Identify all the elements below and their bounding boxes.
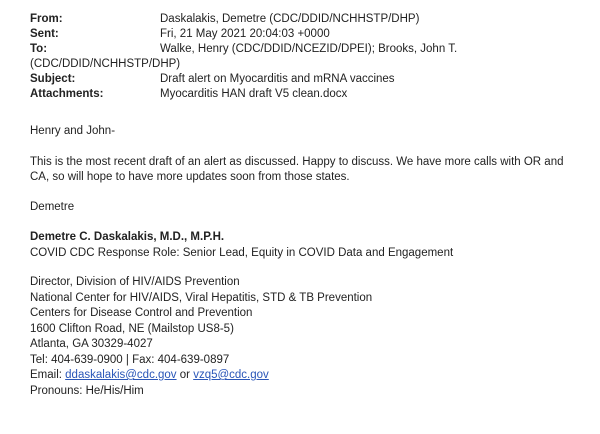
from-value: Daskalakis, Demetre (CDC/DDID/NCHHSTP/DHP)	[160, 13, 420, 25]
sent-label: Sent:	[30, 28, 59, 40]
email-message	[30, 12, 590, 399]
signature-name: Demetre C. Daskalakis, M.D., M.P.H.	[30, 231, 225, 243]
sent-row	[30, 27, 590, 42]
signoff: Demetre	[30, 200, 75, 213]
to-value: Walke, Henry (CDC/DDID/NCEZID/DPEI); Brooks, John T.	[160, 43, 458, 55]
signature-address	[30, 275, 590, 399]
from-label: From:	[30, 13, 63, 25]
sent-value: Fri, 21 May 2021 20:04:03 +0000	[160, 28, 330, 40]
email-or-text: or	[176, 369, 194, 381]
attachment-file[interactable]: Myocarditis HAN draft V5 clean.docx	[160, 88, 348, 100]
signature-street: 1600 Clifton Road, NE (Mailstop US8-5)	[30, 322, 234, 335]
signature-center: National Center for HIV/AIDS, Viral Hepatitis, STD & TB Prevention	[30, 291, 373, 304]
paragraph-line-2: CA, so will hope to have more updates soon from those states.	[30, 171, 350, 183]
email-link-secondary[interactable]: vzq5@cdc.gov	[193, 369, 269, 381]
signature-title: Director, Division of HIV/AIDS Prevention	[30, 276, 240, 288]
signature-pronouns: Pronouns: He/His/Him	[30, 384, 144, 397]
to-value-continued: (CDC/DDID/NCHHSTP/DHP)	[30, 58, 181, 70]
to-label: To:	[30, 43, 48, 55]
paragraph-line-1: This is the most recent draft of an alert as discussed. Happy to discuss. We have more calls with OR and	[30, 155, 564, 168]
subject-value: Draft alert on Myocarditis and mRNA vaccines	[160, 73, 395, 85]
message-paragraph	[30, 155, 590, 186]
signature-role: COVID CDC Response Role: Senior Lead, Equity in COVID Data and Engagement	[30, 246, 454, 259]
attachments-row	[30, 87, 590, 102]
subject-label: Subject:	[30, 73, 76, 85]
to-row	[30, 42, 590, 57]
subject-row	[30, 72, 590, 87]
from-row	[30, 12, 590, 27]
attachments-label: Attachments:	[30, 88, 104, 100]
greeting: Henry and John-	[30, 125, 116, 137]
signature-phone: Tel: 404-639-0900 | Fax: 404-639-0897	[30, 353, 230, 366]
signature-org: Centers for Disease Control and Prevention	[30, 307, 253, 319]
email-link-primary[interactable]: ddaskalakis@cdc.gov	[65, 369, 177, 381]
signature-city: Atlanta, GA 30329-4027	[30, 338, 153, 350]
email-label: Email:	[30, 369, 66, 381]
signature-email-line	[30, 368, 590, 384]
